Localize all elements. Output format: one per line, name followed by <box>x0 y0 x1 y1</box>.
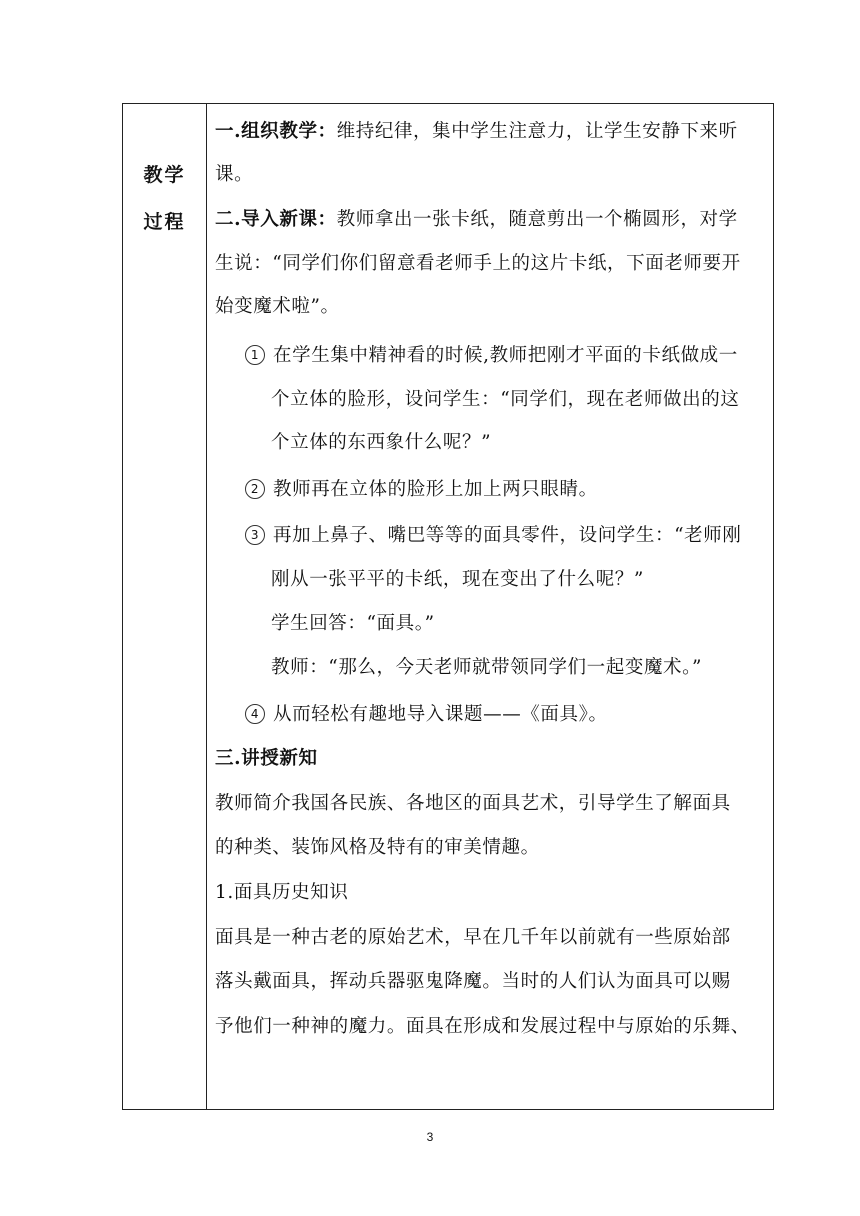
item-1-line-2: 个立体的脸形，设问学生：“同学们，现在老师做出的这 <box>271 389 740 410</box>
page-number: 3 <box>426 1130 434 1144</box>
section-3-heading-text: 三.讲授新知 <box>215 748 318 769</box>
section-2-heading: 二.导入新课： <box>215 209 337 230</box>
section-3-text-a: 教师简介我国各民族、各地区的面具艺术，引导学生了解面具 <box>215 793 731 814</box>
section-1-text-a: 维持纪律，集中学生注意力，让学生安静下来听 <box>336 121 738 142</box>
item-3-line-3: 学生回答：“面具。” <box>271 613 435 634</box>
section-3-text-b: 的种类、装饰风格及特有的审美情趣。 <box>215 837 540 858</box>
item-3-line-4: 教师：“那么，今天老师就带领同学们一起变魔术。” <box>271 657 703 678</box>
subsection-1-text-c: 予他们一种神的魔力。面具在形成和发展过程中与原始的乐舞、 <box>215 1016 750 1037</box>
label-line-1: 教学 <box>143 164 186 186</box>
item-1-line-1 <box>245 344 738 368</box>
section-2-text-c: 始变魔术啦”。 <box>215 296 340 317</box>
section-3-heading <box>215 747 318 771</box>
item-2-number-badge: 2 <box>245 479 265 499</box>
item-4-text: 从而轻松有趣地导入课题——《面具》。 <box>273 704 608 725</box>
section-1-text-b: 课。 <box>215 164 254 185</box>
label-line-2: 过程 <box>143 211 186 233</box>
item-3-text: 再加上鼻子、嘴巴等等的面具零件，设问学生：“老师刚 <box>273 525 742 546</box>
subsection-1-text-b: 落头戴面具，挥动兵器驱鬼降魔。当时的人们认为面具可以赐 <box>215 971 731 992</box>
section-2-text-b: 生说：“同学们你们留意看老师手上的这片卡纸，下面老师要开 <box>215 253 741 274</box>
subsection-1-text-a: 面具是一种古老的原始艺术，早在几千年以前就有一些原始部 <box>215 927 731 948</box>
item-1-number-badge: 1 <box>245 345 265 365</box>
item-1-line-3: 个立体的东西象什么呢？” <box>271 432 492 453</box>
section-1-heading: 一.组织教学： <box>215 121 337 142</box>
lesson-table <box>122 103 774 1110</box>
section-1-line-1 <box>215 120 738 144</box>
item-4-number-badge: 4 <box>245 704 265 724</box>
section-2-line-1 <box>215 208 738 232</box>
item-3-number-badge: 3 <box>245 525 265 545</box>
item-3-line-1 <box>245 524 741 548</box>
item-3-line-2: 刚从一张平平的卡纸，现在变出了什么呢？” <box>271 569 644 590</box>
section-2-text-a: 教师拿出一张卡纸，随意剪出一个椭圆形，对学 <box>336 209 738 230</box>
item-2-text: 教师再在立体的脸形上加上两只眼睛。 <box>273 479 598 500</box>
column-divider <box>206 104 207 1109</box>
item-1-text: 在学生集中精神看的时候,教师把刚才平面的卡纸做成一 <box>273 345 738 366</box>
item-4-line-1 <box>245 703 608 727</box>
item-2-line-1 <box>245 478 598 502</box>
subsection-1-heading: 1.面具历史知识 <box>215 882 349 903</box>
